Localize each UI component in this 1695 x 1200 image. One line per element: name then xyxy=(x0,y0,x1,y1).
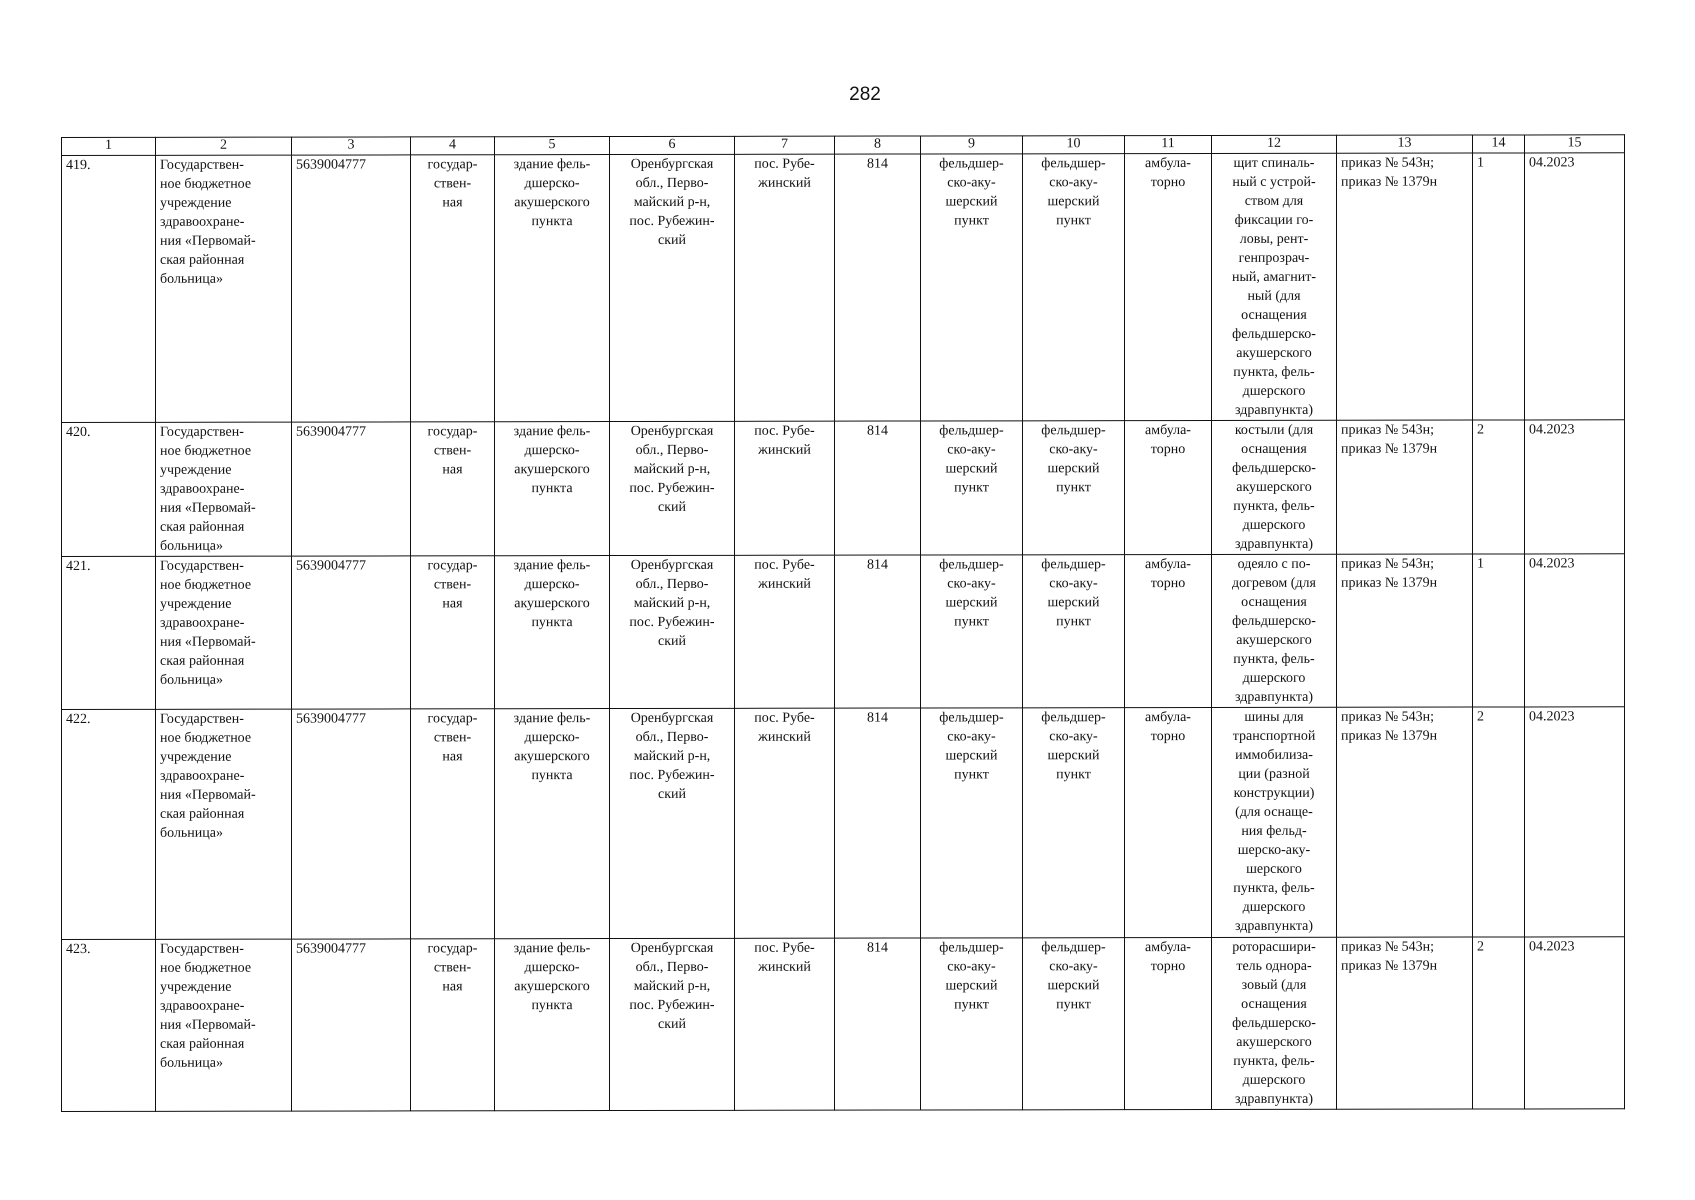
cell-inn xyxy=(292,155,411,422)
cell-inn xyxy=(292,422,411,556)
orders-text: приказ № 543н; приказ № 1379н xyxy=(1341,155,1438,190)
cell-organization-name xyxy=(156,556,292,709)
building-type-text: здание фель- дшерско- акушерского пункта xyxy=(513,711,591,784)
cell-organization-name xyxy=(156,422,292,556)
unit-type-text: фельдшер- ско-аку- шерский пункт xyxy=(939,557,1004,630)
cell-organization-name xyxy=(156,709,292,939)
equipment-text: роторасшири- тель однора- зовый (для оснащения фельдшерско- акушерского пункта, фель- дшерского здравпункта) xyxy=(1232,939,1316,1107)
ownership-form-text: государ- ствен- ная xyxy=(427,157,478,211)
organization-name-text: Государствен- ное бюджетное учреждение здравоохране- ния «Первомай- ская районная больница» xyxy=(160,558,256,688)
cell-care-form xyxy=(1125,420,1212,554)
code-text: 814 xyxy=(867,940,888,956)
cell-code xyxy=(835,555,921,708)
date-text: 04.2023 xyxy=(1529,422,1575,438)
inn-text: 5639004777 xyxy=(296,157,366,173)
cell-code xyxy=(835,708,921,938)
building-type-text: здание фель- дшерско- акушерского пункта xyxy=(513,424,591,497)
column-number: 12 xyxy=(1212,135,1337,153)
inn-text: 5639004777 xyxy=(296,424,366,440)
cell-unit-name xyxy=(1023,154,1125,421)
date-text: 04.2023 xyxy=(1529,709,1575,725)
cell-care-form xyxy=(1125,554,1212,707)
building-type-text: здание фель- дшерско- акушерского пункта xyxy=(513,941,591,1014)
address-text: Оренбургская обл., Перво- майский р-н, пос. Рубежин- ский xyxy=(629,940,715,1032)
cell-unit-name xyxy=(1023,421,1125,555)
orders-text: приказ № 543н; приказ № 1379н xyxy=(1341,556,1438,591)
cell-date xyxy=(1525,937,1625,1109)
cell-building-type xyxy=(495,155,610,422)
column-number: 15 xyxy=(1525,135,1625,153)
address-text: Оренбургская обл., Перво- майский р-н, пос. Рубежин- ский xyxy=(629,423,715,515)
equipment-text: щит спиналь- ный с устрой- ством для фиксации го- ловы, рент- генпрозрач- ный, амагнит- ный (для оснащения фельдшерско- акушерского пункта, фель- дшерского здравпункта) xyxy=(1231,155,1317,418)
unit-name-text: фельдшер- ско-аку- шерский пункт xyxy=(1041,156,1106,229)
cell-orders xyxy=(1337,554,1473,707)
quantity-text: 2 xyxy=(1477,939,1484,955)
cell-settlement xyxy=(735,555,835,708)
building-type-text: здание фель- дшерско- акушерского пункта xyxy=(513,558,591,631)
unit-name-text: фельдшер- ско-аку- шерский пункт xyxy=(1041,557,1106,630)
cell-code xyxy=(835,154,921,421)
cell-settlement xyxy=(735,708,835,938)
column-number: 2 xyxy=(156,137,292,155)
column-number: 10 xyxy=(1023,136,1125,154)
settlement-text: пос. Рубе- жинский xyxy=(754,423,815,458)
register-table xyxy=(61,134,1625,1112)
row-number-text: 420. xyxy=(66,424,91,440)
cell-unit-name xyxy=(1023,555,1125,708)
organization-name-text: Государствен- ное бюджетное учреждение здравоохране- ния «Первомай- ская районная больница» xyxy=(160,424,256,554)
cell-ownership-form xyxy=(411,939,495,1111)
settlement-text: пос. Рубе- жинский xyxy=(754,557,815,592)
cell-quantity xyxy=(1473,153,1525,420)
cell-unit-name xyxy=(1023,938,1125,1110)
settlement-text: пос. Рубе- жинский xyxy=(754,156,815,191)
cell-ownership-form xyxy=(411,422,495,556)
cell-row-number xyxy=(62,422,156,556)
orders-text: приказ № 543н; приказ № 1379н xyxy=(1341,422,1438,457)
cell-address xyxy=(610,154,735,421)
cell-ownership-form xyxy=(411,709,495,939)
organization-name-text: Государствен- ное бюджетное учреждение здравоохране- ния «Первомай- ская районная больница» xyxy=(160,711,256,841)
column-number: 5 xyxy=(495,137,610,155)
cell-code xyxy=(835,421,921,555)
cell-equipment xyxy=(1212,554,1337,707)
page-number: 282 xyxy=(849,84,881,105)
cell-equipment xyxy=(1212,937,1337,1109)
quantity-text: 1 xyxy=(1477,556,1484,572)
column-number: 3 xyxy=(292,137,411,155)
column-number: 7 xyxy=(735,136,835,154)
cell-quantity xyxy=(1473,707,1525,937)
equipment-text: одеяло с по- догревом (для оснащения фельдшерско- акушерского пункта, фель- дшерского здравпункта) xyxy=(1232,556,1316,705)
cell-orders xyxy=(1337,153,1473,420)
ownership-form-text: государ- ствен- ная xyxy=(427,711,478,765)
cell-quantity xyxy=(1473,554,1525,707)
ownership-form-text: государ- ствен- ная xyxy=(427,558,478,612)
quantity-text: 2 xyxy=(1477,422,1484,438)
cell-organization-name xyxy=(156,939,292,1111)
cell-address xyxy=(610,421,735,555)
cell-settlement xyxy=(735,154,835,421)
cell-ownership-form xyxy=(411,155,495,422)
row-number-text: 423. xyxy=(66,941,91,957)
cell-orders xyxy=(1337,707,1473,937)
cell-date xyxy=(1525,153,1625,420)
cell-row-number xyxy=(62,709,156,939)
cell-care-form xyxy=(1125,707,1212,937)
ownership-form-text: государ- ствен- ная xyxy=(427,424,478,478)
address-text: Оренбургская обл., Перво- майский р-н, пос. Рубежин- ский xyxy=(629,557,715,649)
column-number: 4 xyxy=(411,137,495,155)
cell-row-number xyxy=(62,939,156,1111)
cell-building-type xyxy=(495,939,610,1111)
cell-building-type xyxy=(495,709,610,939)
cell-row-number xyxy=(62,556,156,709)
cell-equipment xyxy=(1212,707,1337,937)
care-form-text: амбула- торно xyxy=(1145,156,1191,191)
unit-type-text: фельдшер- ско-аку- шерский пункт xyxy=(939,940,1004,1013)
orders-text: приказ № 543н; приказ № 1379н xyxy=(1341,939,1438,974)
date-text: 04.2023 xyxy=(1529,155,1575,171)
care-form-text: амбула- торно xyxy=(1145,557,1191,592)
cell-unit-type xyxy=(921,421,1023,555)
orders-text: приказ № 543н; приказ № 1379н xyxy=(1341,709,1438,744)
cell-date xyxy=(1525,707,1625,937)
unit-type-text: фельдшер- ско-аку- шерский пункт xyxy=(939,423,1004,496)
ownership-form-text: государ- ствен- ная xyxy=(427,941,478,995)
column-number: 1 xyxy=(62,137,156,155)
organization-name-text: Государствен- ное бюджетное учреждение здравоохране- ния «Первомай- ская районная больница» xyxy=(160,157,256,287)
column-number: 9 xyxy=(921,136,1023,154)
cell-building-type xyxy=(495,556,610,709)
date-text: 04.2023 xyxy=(1529,556,1575,572)
cell-address xyxy=(610,555,735,708)
column-number: 8 xyxy=(835,136,921,154)
quantity-text: 2 xyxy=(1477,709,1484,725)
table-row xyxy=(62,937,1625,1112)
column-number: 11 xyxy=(1125,135,1212,153)
cell-address xyxy=(610,708,735,938)
cell-unit-type xyxy=(921,938,1023,1110)
unit-name-text: фельдшер- ско-аку- шерский пункт xyxy=(1041,940,1106,1013)
building-type-text: здание фель- дшерско- акушерского пункта xyxy=(513,157,591,230)
cell-inn xyxy=(292,939,411,1111)
cell-ownership-form xyxy=(411,556,495,709)
cell-quantity xyxy=(1473,937,1525,1109)
care-form-text: амбула- торно xyxy=(1145,423,1191,458)
cell-unit-type xyxy=(921,154,1023,421)
cell-care-form xyxy=(1125,153,1212,420)
code-text: 814 xyxy=(867,156,888,172)
care-form-text: амбула- торно xyxy=(1145,940,1191,975)
cell-care-form xyxy=(1125,937,1212,1109)
unit-type-text: фельдшер- ско-аку- шерский пункт xyxy=(939,156,1004,229)
unit-type-text: фельдшер- ско-аку- шерский пункт xyxy=(939,710,1004,783)
unit-name-text: фельдшер- ско-аку- шерский пункт xyxy=(1041,423,1106,496)
row-number-text: 421. xyxy=(66,558,91,574)
cell-inn xyxy=(292,709,411,939)
equipment-text: костыли (для оснащения фельдшерско- акушерского пункта, фель- дшерского здравпункта) xyxy=(1232,422,1316,552)
cell-inn xyxy=(292,556,411,709)
cell-unit-type xyxy=(921,708,1023,938)
equipment-text: шины для транспортной иммобилиза- ции (разной конструкции) (для оснаще- ния фельд- шерско-аку- шерского пункта, фель- дшерского здравпункта) xyxy=(1232,709,1316,934)
cell-settlement xyxy=(735,421,835,555)
table-row xyxy=(62,707,1625,940)
cell-code xyxy=(835,938,921,1110)
row-number-text: 422. xyxy=(66,711,91,727)
cell-date xyxy=(1525,554,1625,707)
code-text: 814 xyxy=(867,710,888,726)
settlement-text: пос. Рубе- жинский xyxy=(754,940,815,975)
address-text: Оренбургская обл., Перво- майский р-н, пос. Рубежин- ский xyxy=(629,156,715,248)
organization-name-text: Государствен- ное бюджетное учреждение здравоохране- ния «Первомай- ская районная больница» xyxy=(160,941,256,1071)
cell-organization-name xyxy=(156,155,292,422)
cell-row-number xyxy=(62,155,156,422)
cell-orders xyxy=(1337,420,1473,554)
cell-quantity xyxy=(1473,420,1525,554)
table-row xyxy=(62,153,1625,423)
care-form-text: амбула- торно xyxy=(1145,710,1191,745)
cell-equipment xyxy=(1212,153,1337,420)
table-row xyxy=(62,420,1625,557)
inn-text: 5639004777 xyxy=(296,558,366,574)
cell-unit-name xyxy=(1023,708,1125,938)
inn-text: 5639004777 xyxy=(296,941,366,957)
cell-unit-type xyxy=(921,555,1023,708)
code-text: 814 xyxy=(867,423,888,439)
column-number: 14 xyxy=(1473,135,1525,153)
column-number: 6 xyxy=(610,136,735,154)
settlement-text: пос. Рубе- жинский xyxy=(754,710,815,745)
cell-orders xyxy=(1337,937,1473,1109)
inn-text: 5639004777 xyxy=(296,711,366,727)
cell-date xyxy=(1525,420,1625,554)
date-text: 04.2023 xyxy=(1529,939,1575,955)
cell-building-type xyxy=(495,422,610,556)
code-text: 814 xyxy=(867,557,888,573)
cell-settlement xyxy=(735,938,835,1110)
table-row xyxy=(62,554,1625,710)
cell-address xyxy=(610,938,735,1110)
quantity-text: 1 xyxy=(1477,155,1484,171)
address-text: Оренбургская обл., Перво- майский р-н, пос. Рубежин- ский xyxy=(629,710,715,802)
unit-name-text: фельдшер- ско-аку- шерский пункт xyxy=(1041,710,1106,783)
cell-equipment xyxy=(1212,420,1337,554)
row-number-text: 419. xyxy=(66,157,91,173)
column-number: 13 xyxy=(1337,135,1473,153)
